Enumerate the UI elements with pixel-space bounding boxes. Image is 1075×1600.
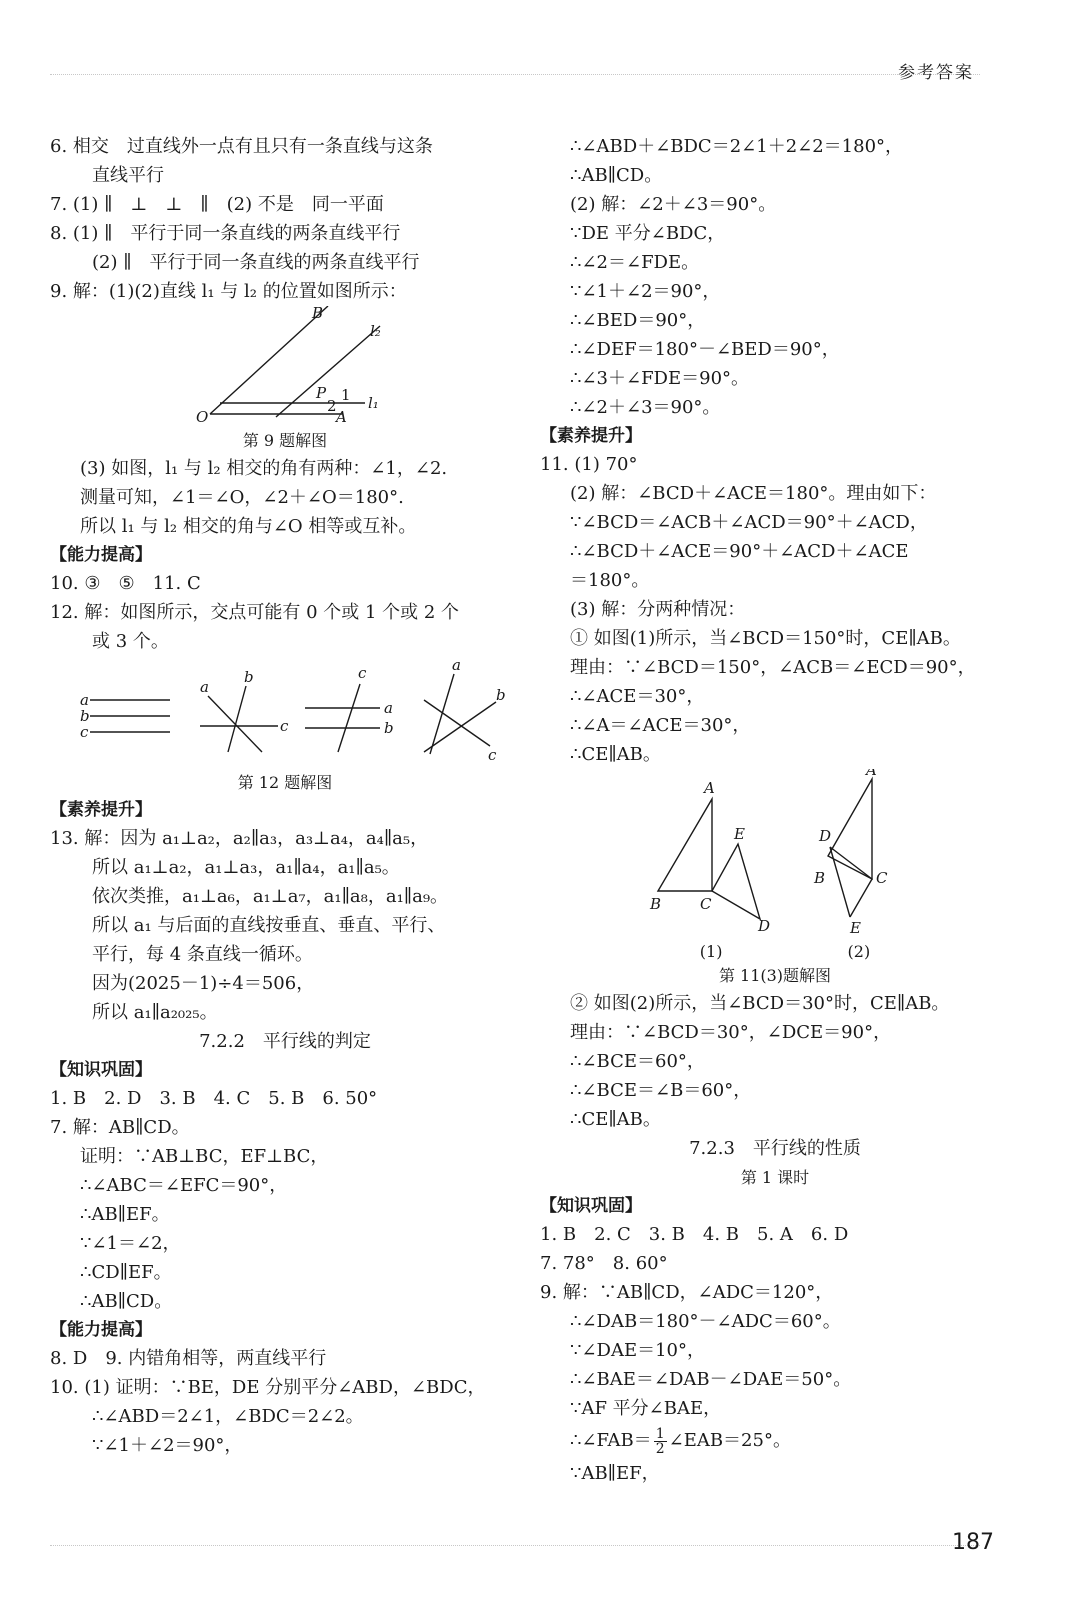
figure-9 — [50, 306, 520, 424]
fig12-label: c — [488, 746, 497, 764]
answer-line: 10. (1) 证明：∵BE，DE 分别平分∠ABD，∠BDC， — [50, 1377, 486, 1398]
answer-line: ∴∠BCE＝60°， — [570, 1051, 705, 1072]
answer-line: (2) ∥ 平行于同一条直线的两条直线平行 — [92, 252, 420, 273]
fig11-label: E — [850, 919, 861, 937]
answer-line: ∴∠2＝∠FDE。 — [570, 252, 700, 273]
left-column — [50, 132, 520, 1460]
answer-line: ∴AB∥CD。 — [80, 1291, 173, 1312]
answer-line: ∴∠DEF＝180°－∠BED＝90°， — [570, 339, 840, 360]
figure-caption: 第 11(3)题解图 — [718, 966, 832, 985]
answer-line: 7. 解：AB∥CD。 — [50, 1117, 190, 1138]
answer-line: ∴AB∥EF。 — [80, 1204, 170, 1225]
answer-line: ∴∠BAE＝∠DAB－∠DAE＝50°。 — [570, 1369, 852, 1390]
answer-line: ∵DE 平分∠BDC， — [570, 223, 726, 244]
answer-line: 因为(2025－1)÷4＝506， — [92, 973, 315, 994]
answer-line: 所以 l₁ 与 l₂ 相交的角与∠O 相等或互补。 — [80, 516, 417, 537]
answer-line: (3) 解：分两种情况： — [570, 599, 746, 620]
answer-line: ∴∠ABD＋∠BDC＝2∠1＋2∠2＝180°， — [570, 136, 904, 157]
answer-line: ∵∠1＋∠2＝90°， — [570, 281, 721, 302]
section-heading: 【能力提高】 — [50, 1320, 152, 1340]
figure-sublabel: (2) — [847, 942, 871, 961]
answer-line: 11. (1) 70° — [540, 454, 638, 475]
side-DE — [830, 847, 850, 917]
answer-line: ∵AB∥EF， — [570, 1463, 660, 1484]
answer-line: 1. B 2. C 3. B 4. B 5. A 6. D — [540, 1224, 849, 1245]
header-title: 参考答案 — [898, 63, 974, 83]
answer-line: 理由：∵∠BCD＝150°，∠ACB＝∠ECD＝90°， — [570, 657, 976, 678]
fig12-label: c — [358, 664, 367, 682]
page-number: 187 — [952, 1530, 994, 1555]
fraction-numerator: 1 — [655, 1425, 665, 1442]
answer-line: ∵∠BCD＝∠ACB＋∠ACD＝90°＋∠ACD， — [570, 512, 928, 533]
answer-line: 8. (1) ∥ 平行于同一条直线的两条直线平行 — [50, 223, 401, 244]
fraction — [654, 1427, 667, 1456]
answer-line: ∴∠ABD＝2∠1，∠BDC＝2∠2。 — [92, 1406, 364, 1427]
answer-line-fraction — [540, 1423, 1010, 1459]
fig12-label: a — [452, 656, 461, 674]
fig12-label: a — [200, 678, 209, 696]
answer-line: ∴∠ABC＝∠EFC＝90°， — [80, 1175, 288, 1196]
answer-text: ∠EAB＝25°。 — [668, 1430, 791, 1451]
answer-line: ② 如图(2)所示，当∠BCD＝30°时，CE∥AB。 — [570, 993, 950, 1014]
answer-line: ∴∠2＋∠3＝90°。 — [570, 397, 721, 418]
answer-line: 所以 a₁∥a₂₀₂₅。 — [92, 1002, 218, 1023]
answer-line: ∵AF 平分∠BAE， — [570, 1398, 722, 1419]
section-heading: 【知识巩固】 — [50, 1060, 152, 1080]
figure-sublabels — [540, 941, 1010, 963]
right-column — [540, 132, 1010, 1488]
answer-line: ∴CD∥EF。 — [80, 1262, 172, 1283]
answer-line: ∴CE∥AB。 — [570, 1109, 661, 1130]
answer-line: 12. 解：如图所示，交点可能有 0 个或 1 个或 2 个 — [50, 602, 460, 623]
figure-caption: 第 12 题解图 — [237, 773, 333, 792]
fig11-label: D — [819, 827, 832, 845]
triangle-ABC — [658, 799, 712, 891]
section-heading: 【素养提升】 — [50, 800, 152, 820]
fig12-label: b — [384, 719, 394, 737]
answer-line: 直线平行 — [92, 165, 164, 186]
answer-line: ∵∠DAE＝10°， — [570, 1340, 706, 1361]
answer-line: 8. D 9. 内错角相等，两直线平行 — [50, 1348, 327, 1369]
answer-line: ∴∠3＋∠FDE＝90°。 — [570, 368, 750, 389]
answer-line: ∴AB∥CD。 — [570, 165, 663, 186]
answer-line: ∴∠ACE＝30°， — [570, 686, 705, 707]
answer-line: 证明：∵AB⊥BC，EF⊥BC， — [80, 1146, 329, 1167]
fig11-label: C — [700, 895, 712, 913]
fig11-label: C — [876, 869, 888, 887]
fig11-label: A — [866, 769, 877, 779]
label-angle-1: 1 — [341, 386, 351, 404]
fig12-line-a — [430, 674, 454, 754]
answer-line: 6. 相交 过直线外一点有且只有一条直线与这条 — [50, 136, 433, 157]
line-OB — [210, 306, 328, 414]
answer-line: ∴∠BCD＋∠ACE＝90°＋∠ACD＋∠ACE — [570, 541, 909, 562]
answer-line: 9. 解：∵AB∥CD，∠ADC＝120°， — [540, 1282, 834, 1303]
answer-line: ∵∠1＋∠2＝90°， — [92, 1435, 243, 1456]
fig11-label: B — [814, 869, 826, 887]
triangle-CED — [712, 844, 760, 919]
answer-line: 平行，每 4 条直线一循环。 — [92, 944, 313, 965]
label-B: B — [312, 306, 324, 322]
section-title: 7.2.2 平行线的判定 — [199, 1031, 371, 1052]
fig11-label: A — [704, 779, 715, 797]
fig11-label: E — [734, 825, 745, 843]
answer-line: 所以 a₁ 与后面的直线按垂直、垂直、平行、 — [92, 915, 446, 936]
figure-12 — [50, 656, 520, 766]
answer-line: (3) 如图，l₁ 与 l₂ 相交的角有两种：∠1，∠2. — [80, 458, 448, 479]
section-title: 7.2.3 平行线的性质 — [689, 1138, 861, 1159]
fig12-line-b — [424, 702, 496, 752]
label-P: P — [316, 384, 327, 402]
figure-sublabel: (1) — [699, 942, 723, 961]
header-rule — [50, 74, 980, 75]
figure-11-3 — [540, 769, 1010, 937]
answer-line: ∴∠A＝∠ACE＝30°， — [570, 715, 751, 736]
figure-caption: 第 9 题解图 — [242, 431, 328, 450]
section-heading: 【知识巩固】 — [540, 1196, 642, 1216]
fig12-label: a — [80, 691, 89, 709]
footer-rule — [50, 1545, 980, 1546]
answer-line: 10. ③ ⑤ 11. C — [50, 573, 201, 594]
answer-line: ∵∠1＝∠2， — [80, 1233, 181, 1254]
answer-line: 测量可知，∠1＝∠O，∠2＋∠O＝180°. — [80, 487, 404, 508]
answer-line: ＝180°。 — [570, 570, 650, 591]
label-angle-2: 2 — [327, 397, 337, 415]
answer-line: 13. 解：因为 a₁⊥a₂，a₂∥a₃，a₃⊥a₄，a₄∥a₅， — [50, 828, 429, 849]
fig12-label: c — [80, 723, 89, 741]
fig12-label: b — [244, 668, 254, 686]
answer-line: 理由：∵∠BCD＝30°，∠DCE＝90°， — [570, 1022, 892, 1043]
answer-line: 7. 78° 8. 60° — [540, 1253, 668, 1274]
answer-line: 依次类推，a₁⊥a₆，a₁⊥a₇，a₁∥a₈，a₁∥a₉。 — [92, 886, 449, 907]
answer-line: 或 3 个。 — [92, 631, 169, 652]
triangle-DCE — [830, 847, 872, 917]
answer-line: ① 如图(1)所示，当∠BCD＝150°时，CE∥AB。 — [570, 628, 961, 649]
answer-line: ∴CE∥AB。 — [570, 744, 661, 765]
label-A: A — [336, 408, 347, 424]
answer-text: ∴∠FAB＝ — [570, 1430, 652, 1451]
answer-line: 9. 解：(1)(2)直线 l₁ 与 l₂ 的位置如图所示： — [50, 281, 407, 302]
fraction-denominator: 2 — [655, 1440, 665, 1457]
fig12-label: a — [384, 699, 393, 717]
lesson-title: 第 1 课时 — [740, 1168, 810, 1187]
fig11-label: B — [650, 895, 662, 913]
label-l2: l₂ — [370, 322, 381, 340]
section-heading: 【能力提高】 — [50, 545, 152, 565]
answer-line: (2) 解：∠BCD＋∠ACE＝180°。理由如下： — [570, 483, 937, 504]
answer-line: 7. (1) ∥ ⊥ ⊥ ∥ (2) 不是 同一平面 — [50, 194, 384, 215]
label-l1: l₁ — [368, 394, 379, 412]
answer-line: 1. B 2. D 3. B 4. C 5. B 6. 50° — [50, 1088, 378, 1109]
fig12-label: b — [496, 686, 506, 704]
answer-line: ∴∠BCE＝∠B＝60°， — [570, 1080, 752, 1101]
section-heading: 【素养提升】 — [540, 426, 642, 446]
label-O: O — [196, 408, 209, 424]
answer-line: ∴∠DAB＝180°－∠ADC＝60°。 — [570, 1311, 841, 1332]
fig11-label: D — [758, 917, 771, 935]
answer-line: (2) 解：∠2＋∠3＝90°。 — [570, 194, 777, 215]
answer-line: 所以 a₁⊥a₂，a₁⊥a₃，a₁∥a₄，a₁∥a₅。 — [92, 857, 400, 878]
fig12-line-c — [338, 684, 360, 752]
fig12-label: c — [280, 717, 289, 735]
answer-line: ∴∠BED＝90°， — [570, 310, 706, 331]
fig12-label: b — [80, 707, 90, 725]
